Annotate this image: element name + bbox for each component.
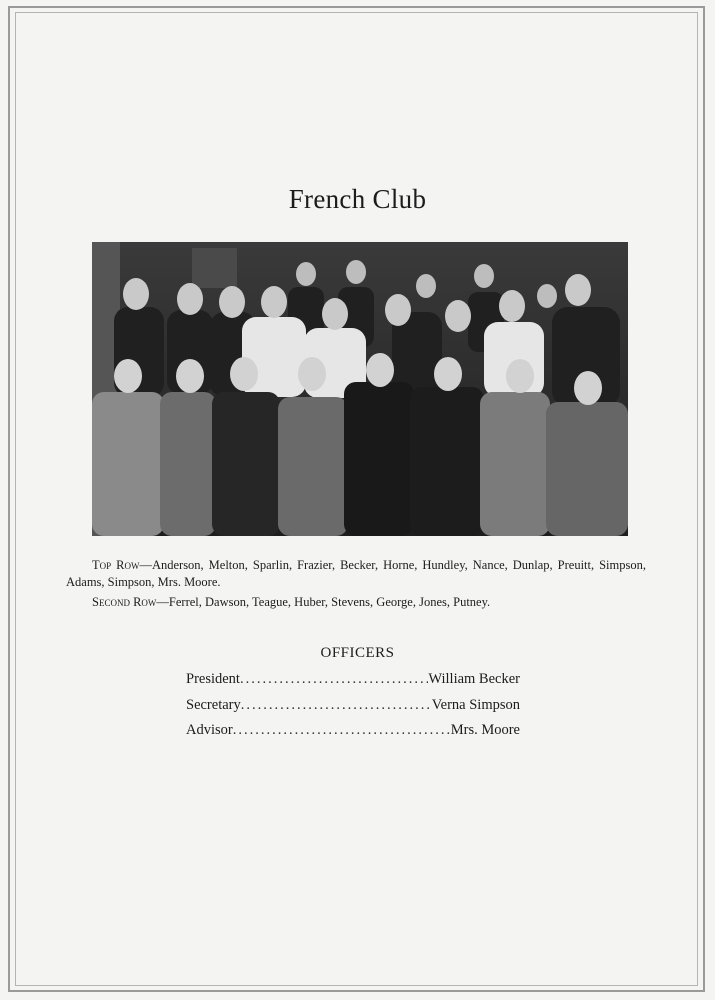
top-row-names: —Anderson, Melton, Sparlin, Frazier, Becker, Horne, Hundley, Nance, Dunlap, Preuitt, Simpson, Adams, Simpson, Mrs. Moore. [66, 558, 646, 589]
officer-row-president [186, 671, 520, 688]
photo-caption [66, 557, 646, 611]
page-title: French Club [288, 184, 427, 214]
officer-role: Advisor [186, 722, 233, 738]
officer-role: Secretary [186, 697, 241, 713]
top-row-label: Top Row [92, 558, 140, 572]
group-photo [92, 242, 628, 536]
officers-heading: OFFICERS [320, 645, 395, 661]
caption-top-row [66, 557, 646, 590]
group-photo-image [92, 242, 628, 536]
caption-second-row [66, 594, 646, 611]
dot-leader [233, 722, 451, 739]
officer-name: Verna Simpson [431, 697, 520, 713]
officer-name: William Becker [428, 671, 520, 687]
second-row-label: Second Row [92, 595, 157, 609]
officer-role: President [186, 671, 240, 687]
dot-leader [241, 697, 432, 714]
dot-leader [240, 671, 428, 688]
officer-row-advisor [186, 722, 520, 739]
second-row-names: —Ferrel, Dawson, Teague, Huber, Stevens, George, Jones, Putney. [156, 595, 491, 609]
officer-name: Mrs. Moore [450, 722, 520, 738]
officer-row-secretary [186, 697, 520, 714]
